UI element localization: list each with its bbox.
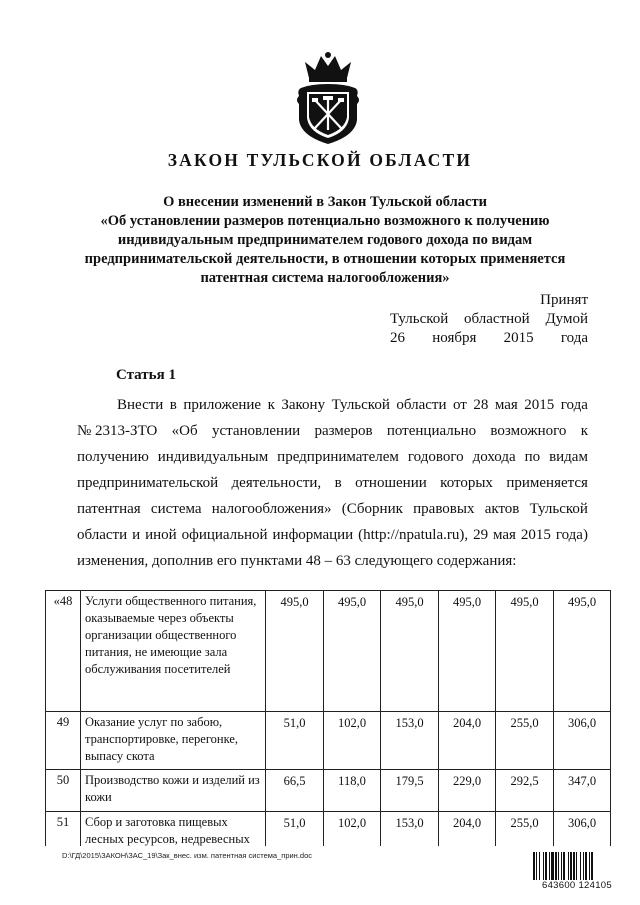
- adopted-word: Тульской: [390, 311, 449, 327]
- income-value: 66,5: [266, 770, 324, 812]
- row-number: «48: [46, 591, 81, 712]
- article-word: Внести: [117, 397, 164, 413]
- income-value: 153,0: [381, 712, 439, 770]
- article-word: размеров: [314, 423, 373, 439]
- article-word: патентная: [77, 501, 141, 517]
- income-value: 255,0: [496, 812, 554, 847]
- income-value: 204,0: [439, 712, 496, 770]
- adopted-word: ноября: [432, 330, 477, 346]
- article-word: иной: [145, 527, 177, 543]
- article-word: деятельности,: [231, 475, 322, 491]
- barcode-bar: [545, 852, 547, 882]
- article-word: налогообложения»: [211, 501, 332, 517]
- barcode-bar: [539, 852, 540, 882]
- income-value: 102,0: [324, 812, 381, 847]
- activity-description: Сбор и заготовка пищевых лесных ресурсов, недревесных: [81, 812, 266, 847]
- article-word: «Об: [171, 423, 198, 439]
- barcode-number: 643600 124105: [532, 880, 622, 891]
- article-word: 28: [473, 397, 489, 413]
- subtitle-line: индивидуальным предпринимателем годового дохода по видам: [117, 232, 533, 248]
- article-word: видам: [549, 449, 588, 465]
- income-value: 495,0: [266, 591, 324, 712]
- article-word: года): [555, 527, 588, 543]
- article-word: 29: [473, 527, 489, 543]
- article-word: и: [132, 527, 141, 543]
- barcode-bar: [580, 852, 581, 882]
- table-row: [46, 812, 611, 847]
- table-row: [46, 591, 611, 712]
- barcode-bar: [591, 852, 593, 882]
- activity-description: Услуги общественного питания, оказываемые через объекты организации общественного питания, не имеющие зала обслуживания посетителей: [81, 591, 266, 712]
- article-word: (http://npatula.ru),: [358, 527, 469, 543]
- barcode-bar: [549, 852, 550, 882]
- income-value: 51,0: [266, 712, 324, 770]
- income-value: 292,5: [496, 770, 554, 812]
- income-value: 495,0: [439, 591, 496, 712]
- article-word: мая: [493, 527, 516, 543]
- article-word: 2015: [524, 397, 555, 413]
- income-value: 306,0: [554, 812, 611, 847]
- income-value: 495,0: [554, 591, 611, 712]
- article-word: система: [150, 501, 202, 517]
- row-number: 49: [46, 712, 81, 770]
- article-word: годового: [407, 449, 464, 465]
- article-word: к: [267, 397, 275, 413]
- table-row: [46, 770, 611, 812]
- barcode-bar: [583, 852, 584, 882]
- article-word: мая: [494, 397, 518, 413]
- article-word: года: [560, 397, 588, 413]
- article-word: официальной: [181, 527, 268, 543]
- article-word: возможного: [490, 423, 567, 439]
- row-number: 51: [46, 812, 81, 847]
- income-value: 118,0: [324, 770, 381, 812]
- income-value: 495,0: [324, 591, 381, 712]
- article-word: отношении: [355, 475, 427, 491]
- activity-description: Производство кожи и изделий из кожи: [81, 770, 266, 812]
- article-word: установлении: [211, 423, 301, 439]
- adopted-word: 2015: [503, 330, 534, 346]
- income-value: 306,0: [554, 712, 611, 770]
- article-word: которых: [440, 475, 493, 491]
- barcode-bar: [573, 852, 575, 882]
- adopted-word: Думой: [545, 311, 588, 327]
- law-title: ЗАКОН ТУЛЬСКОЙ ОБЛАСТИ: [167, 150, 473, 170]
- income-value: 495,0: [496, 591, 554, 712]
- income-value: 204,0: [439, 812, 496, 847]
- barcode-bar: [551, 852, 554, 882]
- income-value: 179,5: [381, 770, 439, 812]
- article-word: изменения, дополнив его пунктами 48 – 63 следующего содержания:: [77, 553, 517, 569]
- article-word: дохода: [472, 449, 516, 465]
- barcode-bar: [589, 852, 590, 882]
- income-value: 102,0: [324, 712, 381, 770]
- article-word: (Сборник: [341, 501, 403, 517]
- article-word: индивидуальным: [157, 449, 269, 465]
- article-word: Тульской: [529, 501, 588, 517]
- adopted-label: Принят: [540, 292, 588, 308]
- file-path: D:\ГД\2015\ЗАКОН\ЗАС_19\Зак_внес. изм. патентная система_прин.doc: [62, 851, 313, 860]
- barcode-bar: [585, 852, 587, 882]
- income-value: 495,0: [381, 591, 439, 712]
- subtitle-line: предпринимательской деятельности, в отношении которых применяется: [84, 251, 566, 267]
- article-word: применяется: [506, 475, 588, 491]
- income-value: 51,0: [266, 812, 324, 847]
- barcode-bar: [558, 852, 559, 882]
- income-value: 255,0: [496, 712, 554, 770]
- article-word: правовых: [413, 501, 475, 517]
- article-word: приложение: [183, 397, 262, 413]
- barcode-bar: [533, 852, 535, 882]
- article-word: в: [169, 397, 177, 413]
- article-word: по: [524, 449, 541, 465]
- article-word: предпринимательской: [77, 475, 219, 491]
- table-row: [46, 712, 611, 770]
- barcode-bar: [570, 852, 572, 882]
- article-word: области: [77, 527, 128, 543]
- adopted-word: 26: [390, 330, 405, 346]
- rates-table: [45, 590, 611, 846]
- barcode-bar: [563, 852, 565, 882]
- subtitle-line: патентная система налогообложения»: [200, 270, 450, 286]
- article-word: предпринимателем: [277, 449, 399, 465]
- article-word: потенциально: [386, 423, 477, 439]
- article-word: информации: [272, 527, 354, 543]
- barcode-bar: [568, 852, 569, 882]
- income-value: 229,0: [439, 770, 496, 812]
- adopted-word: областной: [464, 311, 530, 327]
- barcode-bar: [561, 852, 562, 882]
- row-number: 50: [46, 770, 81, 812]
- article-word: Тульской: [331, 397, 390, 413]
- article-word: № 2313-ЗТО: [77, 423, 158, 439]
- subtitle-line: «Об установлении размеров потенциально возможного к получению: [100, 213, 550, 229]
- adopted-word: года: [560, 330, 588, 346]
- article-word: от: [452, 397, 467, 413]
- barcode-bar: [543, 852, 544, 882]
- article-word: в: [334, 475, 342, 491]
- article-heading: Статья 1: [116, 367, 176, 383]
- article-word: актов: [484, 501, 520, 517]
- article-word: 2015: [520, 527, 551, 543]
- subtitle-line: О внесении изменений в Закон Тульской области: [163, 194, 487, 210]
- activity-description: Оказание услуг по забою, транспортировке, перегонке, выпасу скота: [81, 712, 266, 770]
- article-word: Закону: [281, 397, 326, 413]
- income-value: 347,0: [554, 770, 611, 812]
- article-word: к: [580, 423, 588, 439]
- article-word: получению: [77, 449, 149, 465]
- income-value: 153,0: [381, 812, 439, 847]
- article-word: области: [396, 397, 447, 413]
- barcode-bar: [576, 852, 577, 882]
- barcode-bar: [555, 852, 557, 882]
- barcode-bar: [536, 852, 537, 882]
